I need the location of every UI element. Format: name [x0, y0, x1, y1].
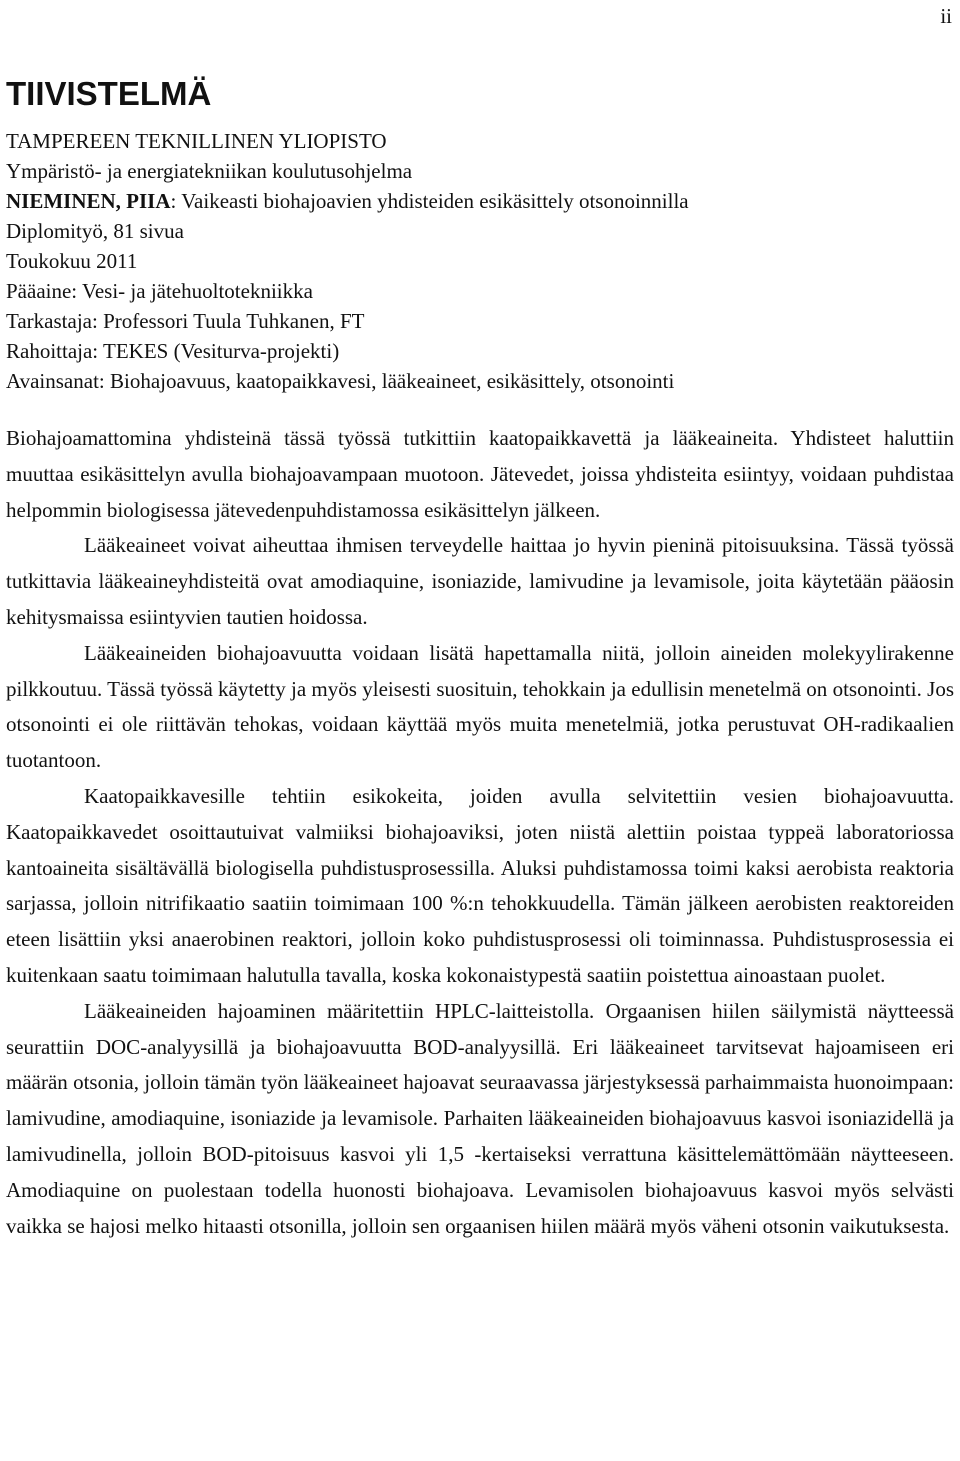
thesis-title: : Vaikeasti biohajoavien yhdisteiden esikäsittely otsonoinnilla — [170, 189, 689, 213]
page-number: ii — [940, 4, 952, 28]
thesis-type-line: Diplomityö, 81 sivua — [6, 219, 184, 243]
abstract-paragraph: Lääkeaineiden hajoaminen määritettiin HPLC-laitteistolla. Orgaanisen hiilen säilymistä näytteessä seurattiin DOC-analyysillä ja biohajoavuutta BOD-analyysillä. Eri lääkeaineet tarvitsevat hajoamiseen eri määrän otsonia, jolloin tämän työn lääkeaineet hajoavat seuraavassa järjestyksessä parhaimmaista huonoimpaan: lamivudine, amodiaquine, isoniazide ja levamisole. Parhaiten lääkeaineiden biohajoavuus kasvoi isoniazidellä ja lamivudinella, jolloin BOD-pitoisuus kasvoi yli 1,5 -kertaiseksi verrattuna käsittelemättömään näytteeseen. Amodiaquine on puolestaan todella huonosti biohajoava. Levamisolen biohajoavuus kasvoi myös selvästi vaikka se hajosi melko hitaasti otsonilla, jolloin sen orgaanisen hiilen määrä myös väheni otsonin vaikutuksesta. — [6, 998, 954, 1238]
examiner-line: Tarkastaja: Professori Tuula Tuhkanen, FT — [6, 309, 365, 333]
author-title-line — [6, 186, 954, 216]
programme-line: Ympäristö- ja energiatekniikan koulutusohjelma — [6, 159, 413, 183]
university-line: TAMPEREEN TEKNILLINEN YLIOPISTO — [6, 129, 387, 153]
abstract-page — [6, 74, 954, 1244]
date-line: Toukokuu 2011 — [6, 249, 138, 273]
funder-line: Rahoittaja: TEKES (Vesiturva-projekti) — [6, 339, 340, 363]
author-name: NIEMINEN, PIIA — [6, 189, 171, 213]
abstract-paragraph: Lääkeaineet voivat aiheuttaa ihmisen terveydelle haittaa jo hyvin pieninä pitoisuuksina. Tässä työssä tutkittavia lääkeaineyhdisteitä ovat amodiaquine, isoniazide, lamivudine ja levamisole, joita käytetään pääosin kehitysmaissa esiintyvien tautien hoidossa. — [6, 533, 954, 629]
abstract-paragraph: Biohajoamattomina yhdisteinä tässä työssä tutkittiin kaatopaikkavettä ja lääkeaineita. Yhdisteet haluttiin muuttaa esikäsittelyn avulla biohajoavampaan muotoon. Jätevedet, joissa yhdisteita esiintyy, voidaan puhdistaa helpommin biologisessa jätevedenpuhdistamossa esikäsittelyn jälkeen. — [6, 426, 954, 522]
keywords-line: Avainsanat: Biohajoavuus, kaatopaikkavesi, lääkeaineet, esikäsittely, otsonointi — [6, 369, 675, 393]
abstract-body — [6, 421, 954, 1244]
abstract-paragraph: Lääkeaineiden biohajoavuutta voidaan lisätä hapettamalla niitä, jolloin aineiden molekyylirakenne pilkkoutuu. Tässä työssä käytetty ja myös yleisesti suosituin, tehokkain ja edullisin menetelmä on otsonointi. Jos otsonointi ei ole riittävän tehokas, voidaan käyttää myös muita menetelmiä, jotka perustuvat OH-radikaalien tuotantoon. — [6, 640, 954, 773]
major-line: Pääaine: Vesi- ja jätehuoltotekniikka — [6, 279, 313, 303]
page-title: TIIVISTELMÄ — [6, 75, 212, 112]
abstract-paragraph: Kaatopaikkavesille tehtiin esikokeita, joiden avulla selvitettiin vesien biohajoavuutta. Kaatopaikkavedet osoittautuivat valmiiksi biohajoaviksi, joten niistä alettiin poistaa typpeä laboratoriossa kantoaineita sisältävällä biologisella puhdistusprosessilla. Aluksi puhdistamossa toimi kaksi aerobista reaktoria sarjassa, jolloin nitrifikaatio saatiin toimimaan 100 %:n tehokkuudella. Tämän jälkeen aerobisten reaktoreiden eteen lisättiin yksi anaerobinen reaktori, jolloin koko puhdistusprosessi oli toiminnassa. Puhdistusprosessia ei kuitenkaan saatu toimimaan halutulla tavalla, koska kokonaistypestä saatiin poistettua ainoastaan puolet. — [6, 783, 954, 987]
thesis-metadata — [6, 126, 954, 396]
